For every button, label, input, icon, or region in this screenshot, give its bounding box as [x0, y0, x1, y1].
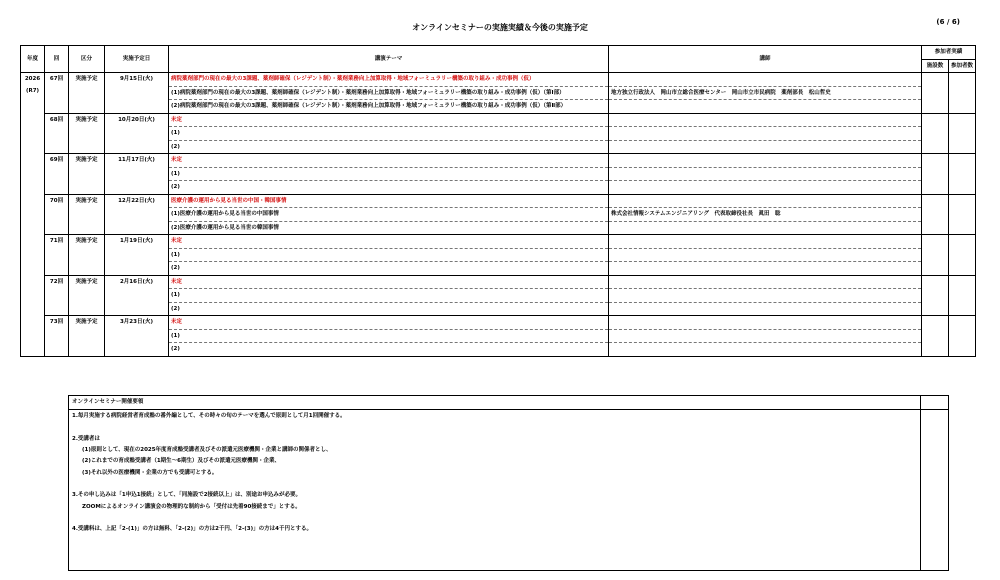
attendee-count — [949, 316, 976, 357]
session-round: 70回 — [45, 194, 69, 235]
guideline-line — [72, 513, 917, 524]
session-lecturer — [609, 302, 922, 316]
guideline-line — [72, 479, 917, 490]
session-lecturer — [609, 289, 922, 303]
session-lecturer — [609, 181, 922, 195]
session-lecturer — [609, 194, 922, 208]
guideline-line: 3.その申し込みは「1申込1接続」として、「同施設で2接続以上」は、別途お申込みが必要。 — [72, 492, 302, 499]
session-round: 67回 — [45, 73, 69, 114]
session-category: 実施予定 — [69, 235, 105, 276]
header-attendees: 参加者数 — [949, 59, 976, 73]
fiscal-year-jp: (R7) — [25, 88, 40, 94]
session-category: 実施予定 — [69, 154, 105, 195]
table-row — [21, 154, 976, 168]
guideline-line: (2)これまでの育成塾受講者（1期生～6期生）及びその派遣元医療機関・企業、 — [82, 458, 281, 465]
guidelines-body — [69, 410, 921, 571]
session-theme: (2)病院薬剤部門の現在の最大の3課題、薬剤師確保（レジデント制）・薬剤業務向上加算取得・地域フォーミュラリー構築の取り組み・成功事例（仮）（第Ⅱ部） — [169, 100, 609, 114]
session-theme: (2) — [169, 262, 609, 276]
session-date: 1月19日(火) — [105, 235, 169, 276]
guideline-line — [72, 423, 917, 434]
session-lecturer — [609, 167, 922, 181]
session-theme: (1) — [169, 127, 609, 141]
session-category: 実施予定 — [69, 113, 105, 154]
session-lecturer — [609, 262, 922, 276]
session-lecturer — [609, 127, 922, 141]
guideline-line: 4.受講料は、上記「2-(1)」の方は無料、「2-(2)」の方は2千円、「2-(3)」の方は4千円とする。 — [72, 526, 312, 533]
attendee-count — [949, 235, 976, 276]
session-theme: (1) — [169, 289, 609, 303]
table-row — [21, 316, 976, 330]
session-lecturer — [609, 235, 922, 249]
session-lecturer — [609, 73, 922, 87]
session-round: 71回 — [45, 235, 69, 276]
session-round: 72回 — [45, 275, 69, 316]
session-theme: (1)病院薬剤部門の現在の最大の3課題、薬剤師確保（レジデント制）・薬剤業務向上加算取得・地域フォーミュラリー構築の取り組み・成功事例（仮）（第Ⅰ部） — [169, 86, 609, 100]
session-category: 実施予定 — [69, 73, 105, 114]
attendee-count — [949, 194, 976, 235]
header-lecturer: 講師 — [609, 46, 922, 73]
session-category: 実施予定 — [69, 275, 105, 316]
header-facilities: 施設数 — [922, 59, 949, 73]
facility-count — [922, 316, 949, 357]
session-theme: (1) — [169, 248, 609, 262]
session-lecturer — [609, 100, 922, 114]
guideline-line: (3)それ以外の医療機関・企業の方でも受講可とする。 — [82, 469, 218, 476]
session-lecturer — [609, 154, 922, 168]
schedule-table — [20, 45, 976, 357]
header-date: 実施予定日 — [105, 46, 169, 73]
facility-count — [922, 73, 949, 114]
session-lecturer — [609, 221, 922, 235]
table-row — [21, 275, 976, 289]
session-lecturer: 株式会社情報システムエンジニアリング 代表取締役社長 眞田 聡 — [609, 208, 922, 222]
facility-count — [922, 235, 949, 276]
session-lecturer — [609, 316, 922, 330]
header-year: 年度 — [21, 46, 45, 73]
fiscal-year — [21, 73, 45, 357]
session-date: 3月23日(火) — [105, 316, 169, 357]
header-theme: 講演テーマ — [169, 46, 609, 73]
facility-count — [922, 194, 949, 235]
session-theme: 未定 — [169, 235, 609, 249]
page-number: (6 / 6) — [936, 18, 960, 26]
guidelines-heading: オンラインセミナー開催要領 — [69, 396, 921, 410]
session-round: 69回 — [45, 154, 69, 195]
table-row — [21, 113, 976, 127]
facility-count — [922, 275, 949, 316]
session-theme: (1)医療介護の運用から見る当世の中国事情 — [169, 208, 609, 222]
attendee-count — [949, 113, 976, 154]
session-theme: (1) — [169, 167, 609, 181]
facility-count — [922, 113, 949, 154]
table-row — [21, 194, 976, 208]
seminar-guidelines — [68, 395, 949, 571]
session-date: 12月22日(火) — [105, 194, 169, 235]
attendee-count — [949, 154, 976, 195]
guideline-line: (1)原則として、現在の2025年度育成塾受講者及びその派遣元医療機関・企業と講師の関係者とし、 — [82, 447, 332, 454]
session-date: 2月16日(火) — [105, 275, 169, 316]
attendee-count — [949, 275, 976, 316]
facility-count — [922, 154, 949, 195]
session-category: 実施予定 — [69, 194, 105, 235]
session-theme: (2) — [169, 140, 609, 154]
header-round: 回 — [45, 46, 69, 73]
session-category: 実施予定 — [69, 316, 105, 357]
session-theme: 未定 — [169, 316, 609, 330]
guideline-line: 2.受講者は — [72, 435, 100, 442]
guideline-line: 1.毎月実施する病院経営者育成塾の番外編として、その時々の旬のテーマを選んで原則として月1回開催する。 — [72, 413, 346, 420]
page-title: オンラインセミナーの実施実績＆今後の実施予定 — [412, 23, 588, 32]
session-date: 11月17日(火) — [105, 154, 169, 195]
session-theme: (1) — [169, 329, 609, 343]
session-theme: 未定 — [169, 275, 609, 289]
session-round: 73回 — [45, 316, 69, 357]
session-theme: (2)医療介護の運用から見る当世の韓国事情 — [169, 221, 609, 235]
session-lecturer — [609, 329, 922, 343]
session-theme: (2) — [169, 302, 609, 316]
table-row — [21, 73, 976, 87]
attendee-count — [949, 73, 976, 114]
header-category: 区分 — [69, 46, 105, 73]
session-date: 10月20日(火) — [105, 113, 169, 154]
session-date: 9月15日(火) — [105, 73, 169, 114]
table-row — [21, 235, 976, 249]
guideline-line: ZOOMによるオンライン講演会の物理的な制約から「受付は先着90接続まで」とする。 — [82, 503, 301, 510]
session-lecturer — [609, 343, 922, 357]
fiscal-year-value: 2026 — [24, 76, 41, 82]
header-participants: 参加者実績 — [922, 46, 976, 60]
session-theme: 医療介護の運用から見る当世の中国・韓国事情 — [169, 194, 609, 208]
session-lecturer — [609, 113, 922, 127]
session-lecturer — [609, 275, 922, 289]
session-theme: (2) — [169, 343, 609, 357]
session-theme: (2) — [169, 181, 609, 195]
session-lecturer — [609, 248, 922, 262]
session-round: 68回 — [45, 113, 69, 154]
session-lecturer: 地方独立行政法人 岡山市立総合医療センター 岡山市立市民病院 薬剤部長 松山哲史 — [609, 86, 922, 100]
session-lecturer — [609, 140, 922, 154]
session-theme: 病院薬剤部門の現在の最大の3課題、薬剤師確保（レジデント制）・薬剤業務向上加算取得・地域フォーミュラリー構築の取り組み・成功事例（仮） — [169, 73, 609, 87]
session-theme: 未定 — [169, 154, 609, 168]
session-theme: 未定 — [169, 113, 609, 127]
